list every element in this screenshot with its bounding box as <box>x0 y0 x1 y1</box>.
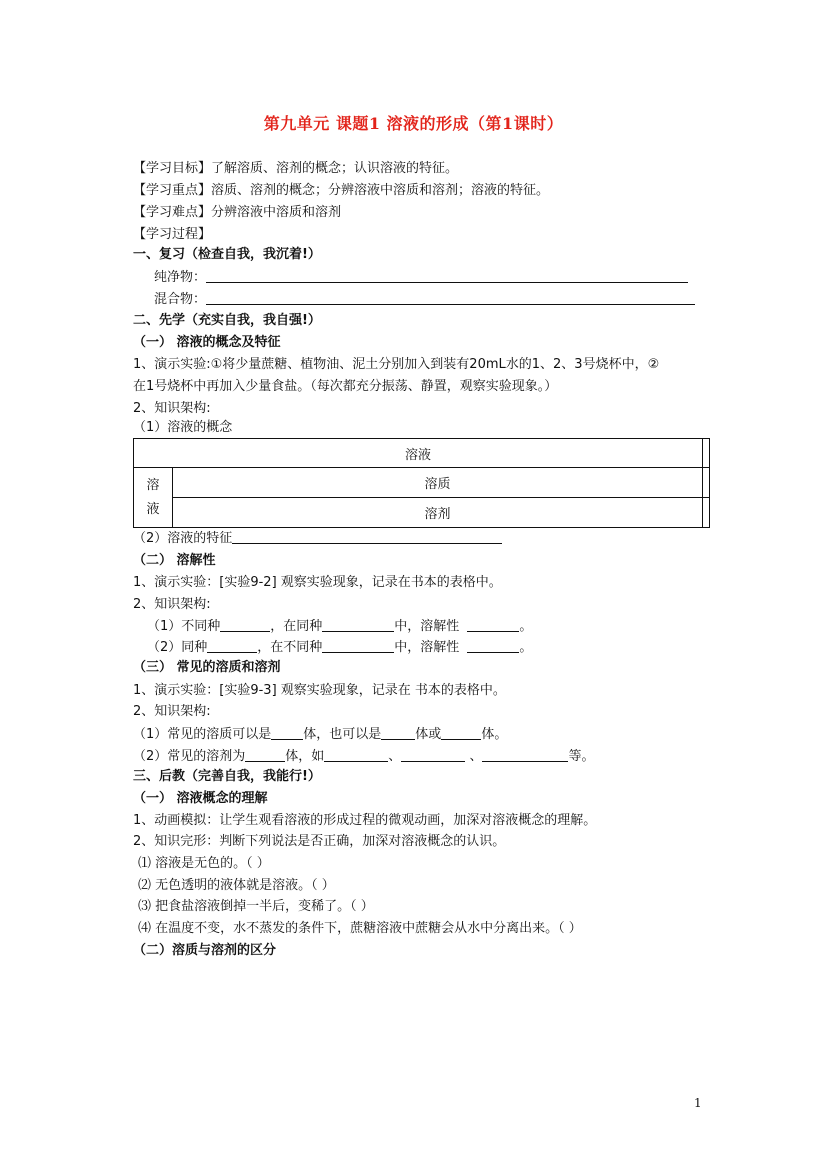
knowledge-frame-3: 2、知识架构: <box>133 704 211 719</box>
characteristic-line <box>133 529 502 548</box>
objective-label: 【学习目标】 <box>133 161 212 176</box>
statement-3: ⑶ 把食盐溶液倒掉一半后，变稀了。（ ） <box>138 899 374 914</box>
blank[interactable] <box>401 747 465 762</box>
experiment-2-line: 1、演示实验：[实验9-2] 观察实验现象，记录在书本的表格中。 <box>133 575 502 590</box>
blank[interactable] <box>467 638 519 653</box>
cell-solution-label: 溶液 <box>134 439 703 468</box>
distinguish-heading: （二）溶质与溶剂的区分 <box>133 943 277 958</box>
pure-substance-blank[interactable] <box>206 268 688 283</box>
experiment-3-line: 1、演示实验：[实验9-3] 观察实验现象，记录在 书本的表格中。 <box>133 683 506 698</box>
cell-solute-label: 溶质 <box>173 468 703 498</box>
characteristic-label: （2）溶液的特征 <box>133 531 233 546</box>
blank[interactable] <box>441 725 481 740</box>
solubility-heading: （二） 溶解性 <box>133 553 216 568</box>
common-solvent-question: （2）常见的溶剂为 体，如 、 、 等。 <box>133 749 595 764</box>
statement-4: ⑷ 在温度不变，水不蒸发的条件下，蔗糖溶液中蔗糖会从水中分离出来。（ ） <box>138 921 582 936</box>
cell-solution-group: 溶 液 <box>134 468 173 528</box>
experiment-1-line-2: 在1号烧杯中再加入少量食盐。（每次都充分振荡、静置，观察实验现象。） <box>133 379 558 394</box>
focus-label: 【学习重点】 <box>133 183 212 198</box>
blank[interactable] <box>207 638 257 653</box>
pure-substance-line <box>154 268 688 287</box>
mixture-label: 混合物： <box>154 292 207 307</box>
blank[interactable] <box>381 725 415 740</box>
process-label: 【学习过程】 <box>133 227 212 242</box>
blank[interactable] <box>324 747 388 762</box>
characteristic-blank[interactable] <box>232 529 502 544</box>
review-heading: 一、复习（检查自我，我沉着!） <box>133 247 321 262</box>
blank[interactable] <box>467 617 519 632</box>
cell-solution-answer[interactable] <box>703 439 710 468</box>
experiment-1-line-1: 1、演示实验:①将少量蔗糖、植物油、泥土分别加入到装有20mL水的1、2、3号烧杯中，② <box>133 357 660 372</box>
page-title: 第九单元 课题1 溶液的形成（第1课时） <box>263 114 564 133</box>
mixture-line <box>154 290 695 309</box>
understanding-heading: （一） 溶液概念的理解 <box>133 791 268 806</box>
cell-solvent-answer[interactable] <box>703 498 710 528</box>
objective-text: 了解溶质、溶剂的概念；认识溶液的特征。 <box>211 161 459 176</box>
knowledge-frame-2: 2、知识架构: <box>133 597 211 612</box>
difficulty-text: 分辨溶液中溶质和溶剂 <box>211 205 342 220</box>
teach-heading: 三、后教（完善自我，我能行!） <box>133 769 321 784</box>
blank[interactable] <box>271 725 303 740</box>
prestudy-heading: 二、先学（充实自我，我自强!） <box>133 313 321 328</box>
difficulty-line <box>133 204 341 222</box>
blank[interactable] <box>322 638 394 653</box>
blank[interactable] <box>322 617 394 632</box>
concept-subheading: （1）溶液的概念 <box>133 420 233 435</box>
objective-line <box>133 160 458 178</box>
common-solute-question: （1）常见的溶质可以是 体，也可以是 体或 体。 <box>133 727 508 742</box>
focus-text: 溶质、溶剂的概念；分辨溶液中溶质和溶剂；溶液的特征。 <box>211 183 550 198</box>
concept-table <box>133 438 710 528</box>
cell-solvent-label: 溶剂 <box>173 498 703 528</box>
completion-line: 2、知识完形：判断下列说法是否正确，加深对溶液概念的认识。 <box>133 834 506 849</box>
mixture-blank[interactable] <box>206 290 695 305</box>
statement-1: ⑴ 溶液是无色的。（ ） <box>138 856 270 871</box>
page-number: 1 <box>694 1096 702 1110</box>
common-solute-heading: （三） 常见的溶质和溶剂 <box>133 660 281 675</box>
blank[interactable] <box>482 747 568 762</box>
animation-line: 1、动画模拟：让学生观看溶液的形成过程的微观动画，加深对溶液概念的理解。 <box>133 813 597 828</box>
focus-line <box>133 182 549 200</box>
cell-solute-answer[interactable] <box>703 468 710 498</box>
knowledge-frame-1: 2、知识架构: <box>133 401 211 416</box>
blank[interactable] <box>220 617 270 632</box>
concept-heading: （一） 溶液的概念及特征 <box>133 335 281 350</box>
statement-2: ⑵ 无色透明的液体就是溶液。（ ） <box>138 878 335 893</box>
pure-substance-label: 纯净物： <box>154 270 207 285</box>
solubility-question-1: （1）不同种 ，在同种 中，溶解性 。 <box>147 619 533 634</box>
solubility-question-2: （2）同种 ，在不同种 中，溶解性 。 <box>147 640 533 655</box>
blank[interactable] <box>245 747 285 762</box>
difficulty-label: 【学习难点】 <box>133 205 212 220</box>
